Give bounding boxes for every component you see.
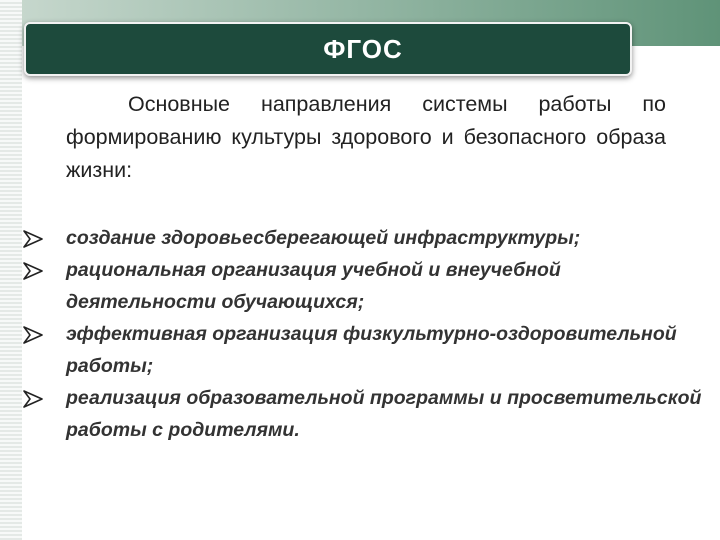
list-item — [22, 254, 702, 318]
list-item-text: создание здоровьесберегающей инфраструктуры; — [66, 227, 581, 249]
list-item — [22, 222, 702, 254]
list-item-text: реализация образовательной программы и просветительской работы с родителями. — [66, 387, 702, 441]
title-bar — [24, 22, 632, 76]
arrowhead-bullet-icon — [22, 230, 44, 248]
intro-paragraph — [66, 88, 666, 187]
bullet-list — [22, 222, 702, 446]
list-item-text: рациональная организация учебной и внеучебной деятельности обучающихся; — [66, 259, 561, 313]
arrowhead-bullet-icon — [22, 262, 44, 280]
intro-text: Основные направления системы работы по формированию культуры здорового и безопасного образа жизни: — [66, 92, 666, 182]
arrowhead-bullet-icon — [22, 326, 44, 344]
arrowhead-bullet-icon — [22, 390, 44, 408]
left-decor-strip — [0, 0, 22, 540]
list-item-text: эффективная организация физкультурно-оздоровительной работы; — [66, 323, 677, 377]
list-item — [22, 382, 702, 446]
slide-title: ФГОС — [323, 33, 403, 64]
list-item — [22, 318, 702, 382]
